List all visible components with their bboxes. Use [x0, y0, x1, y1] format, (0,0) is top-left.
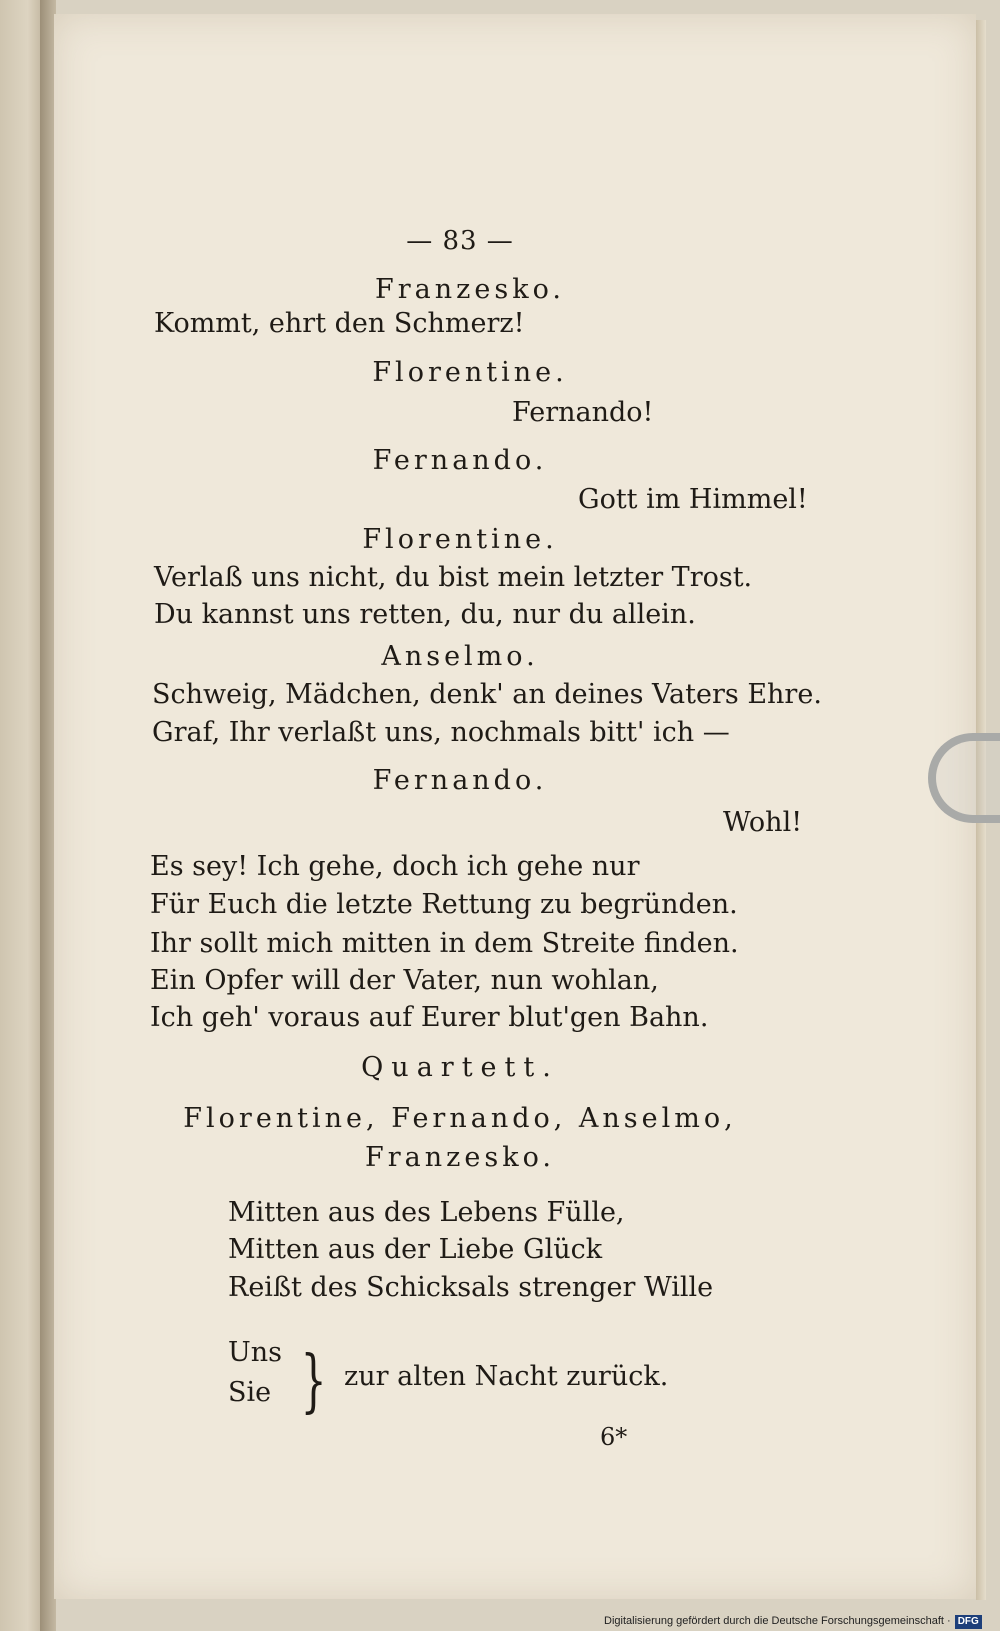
speaker-fernando: Fernando. — [372, 765, 548, 796]
verse-line: Du kannst uns retten, du, nur du allein. — [154, 599, 696, 630]
digitization-credit — [604, 1611, 1000, 1631]
brace-option: Uns — [228, 1337, 282, 1368]
verse-line: Es sey! Ich gehe, doch ich gehe nur — [150, 851, 640, 882]
speaker-florentine: Florentine. — [372, 357, 568, 388]
speaker-florentine: Florentine. — [362, 524, 558, 555]
credit-text: Digitalisierung gefördert durch die Deutsche Forschungsgemeinschaft · — [604, 1615, 951, 1627]
speaker-franzesko: Franzesko. — [375, 274, 565, 305]
page-number: — 83 — — [406, 226, 514, 256]
verse-line: Mitten aus des Lebens Fülle, — [228, 1197, 625, 1228]
signature-mark: 6* — [600, 1423, 628, 1451]
verse-line: Fernando! — [512, 397, 654, 428]
verse-line: zur alten Nacht zurück. — [344, 1361, 669, 1392]
verse-line: Ein Opfer will der Vater, nun wohlan, — [150, 965, 659, 996]
quartett-speakers: Florentine, Fernando, Anselmo, — [183, 1103, 737, 1134]
brace-option: Sie — [228, 1377, 272, 1408]
verse-line: Ihr sollt mich mitten in dem Streite finden. — [150, 928, 739, 959]
verse-line: Graf, Ihr verlaßt uns, nochmals bitt' ich — — [152, 717, 730, 748]
verse-line: Schweig, Mädchen, denk' an deines Vaters Ehre. — [152, 679, 822, 710]
verse-line: Wohl! — [723, 807, 803, 838]
verse-line: Reißt des Schicksals strenger Wille — [228, 1272, 714, 1303]
verse-line: Verlaß uns nicht, du bist mein letzter Trost. — [154, 562, 753, 593]
verse-line: Gott im Himmel! — [578, 484, 808, 515]
quartett-speakers: Franzesko. — [365, 1142, 555, 1173]
speaker-anselmo: Anselmo. — [381, 641, 539, 672]
dfg-logo: DFG — [955, 1615, 982, 1629]
verse-line: Ich geh' voraus auf Eurer blut'gen Bahn. — [150, 1002, 709, 1033]
verse-line: Mitten aus der Liebe Glück — [228, 1234, 603, 1265]
verse-line: Für Euch die letzte Rettung zu begründen. — [150, 889, 738, 920]
speaker-fernando: Fernando. — [372, 445, 548, 476]
heading-quartett: Quartett. — [361, 1052, 559, 1083]
curly-brace: } — [300, 1342, 327, 1421]
verse-line: Kommt, ehrt den Schmerz! — [154, 308, 525, 339]
